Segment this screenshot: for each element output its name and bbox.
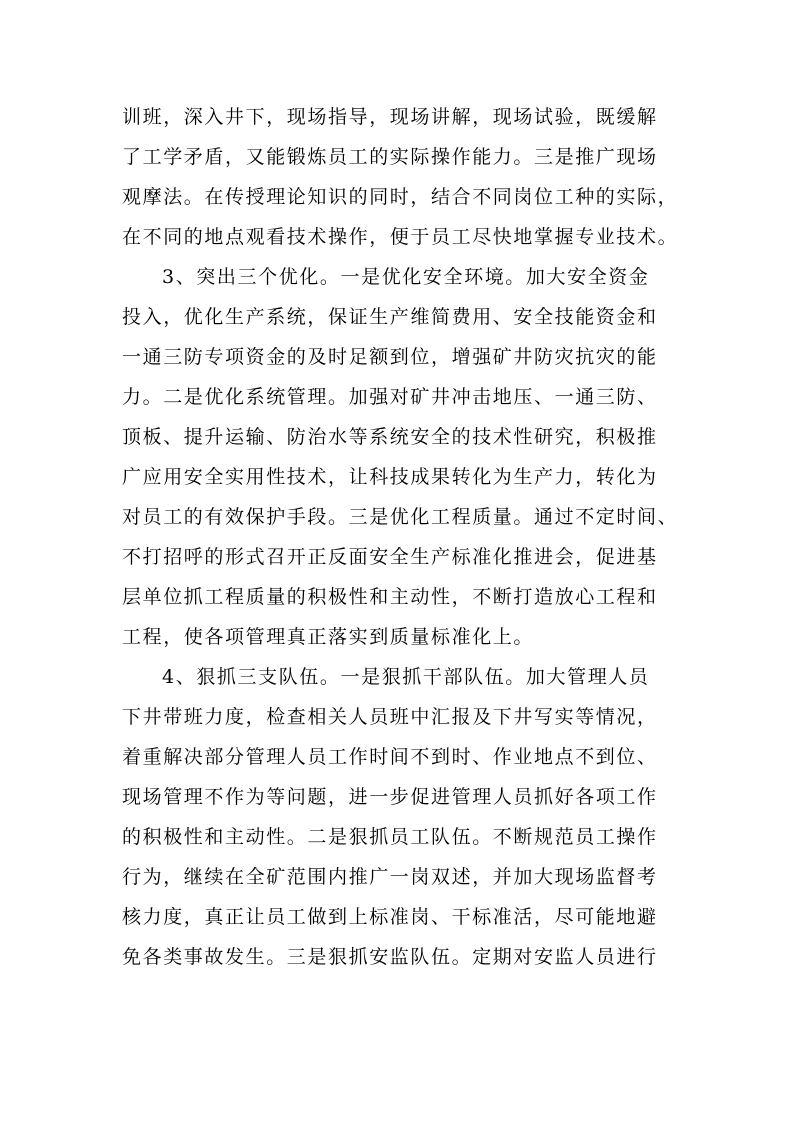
text-line: 着重解决部分管理人员工作时间不到时、作业地点不到位、 (122, 746, 658, 768)
body-text (122, 97, 682, 977)
text-line: 在不同的地点观看技术操作，便于员工尽快地掌握专业技术。 (122, 226, 679, 248)
text-line: 核力度，真正让员工做到上标准岗、干标准活，尽可能地避 (122, 906, 658, 928)
text-line: 层单位抓工程质量的积极性和主动性，不断打造放心工程和 (122, 586, 658, 608)
text-line: 现场管理不作为等问题，进一步促进管理人员抓好各项工作 (122, 786, 658, 808)
text-line: 下井带班力度，检查相关人员班中汇报及下井写实等情况， (122, 706, 658, 728)
text-line: 不打招呼的形式召开正反面安全生产标准化推进会，促进基 (122, 546, 658, 568)
text-line: 的积极性和主动性。二是狠抓员工队伍。不断规范员工操作 (122, 826, 658, 848)
text-line: 了工学矛盾，又能锻炼员工的实际操作能力。三是推广现场 (122, 146, 658, 168)
text-line: 广应用安全实用性技术，让科技成果转化为生产力，转化为 (122, 466, 658, 488)
text-line: 训班，深入井下，现场指导，现场讲解，现场试验，既缓解 (122, 106, 658, 128)
text-line: 力。二是优化系统管理。加强对矿井冲击地压、一通三防、 (122, 386, 658, 408)
paragraph-start-line: 3、突出三个优化。一是优化安全环境。加大安全资金 (162, 266, 650, 288)
text-line: 投入，优化生产系统，保证生产维简费用、安全技能资金和 (122, 306, 658, 328)
text-line: 行为，继续在全矿范围内推广一岗双述，并加大现场监督考 (122, 866, 658, 888)
text-line: 一通三防专项资金的及时足额到位，增强矿井防灾抗灾的能 (122, 346, 658, 368)
paragraph-start-line: 4、狠抓三支队伍。一是狠抓干部队伍。加大管理人员 (162, 666, 650, 688)
text-line: 顶板、提升运输、防治水等系统安全的技术性研究，积极推 (122, 426, 658, 448)
text-line: 对员工的有效保护手段。三是优化工程质量。通过不定时间、 (122, 506, 679, 528)
text-line: 观摩法。在传授理论知识的同时，结合不同岗位工种的实际， (122, 186, 679, 208)
text-line: 免各类事故发生。三是狠抓安监队伍。定期对安监人员进行 (122, 946, 658, 968)
text-line: 工程，使各项管理真正落实到质量标准化上。 (122, 626, 535, 648)
